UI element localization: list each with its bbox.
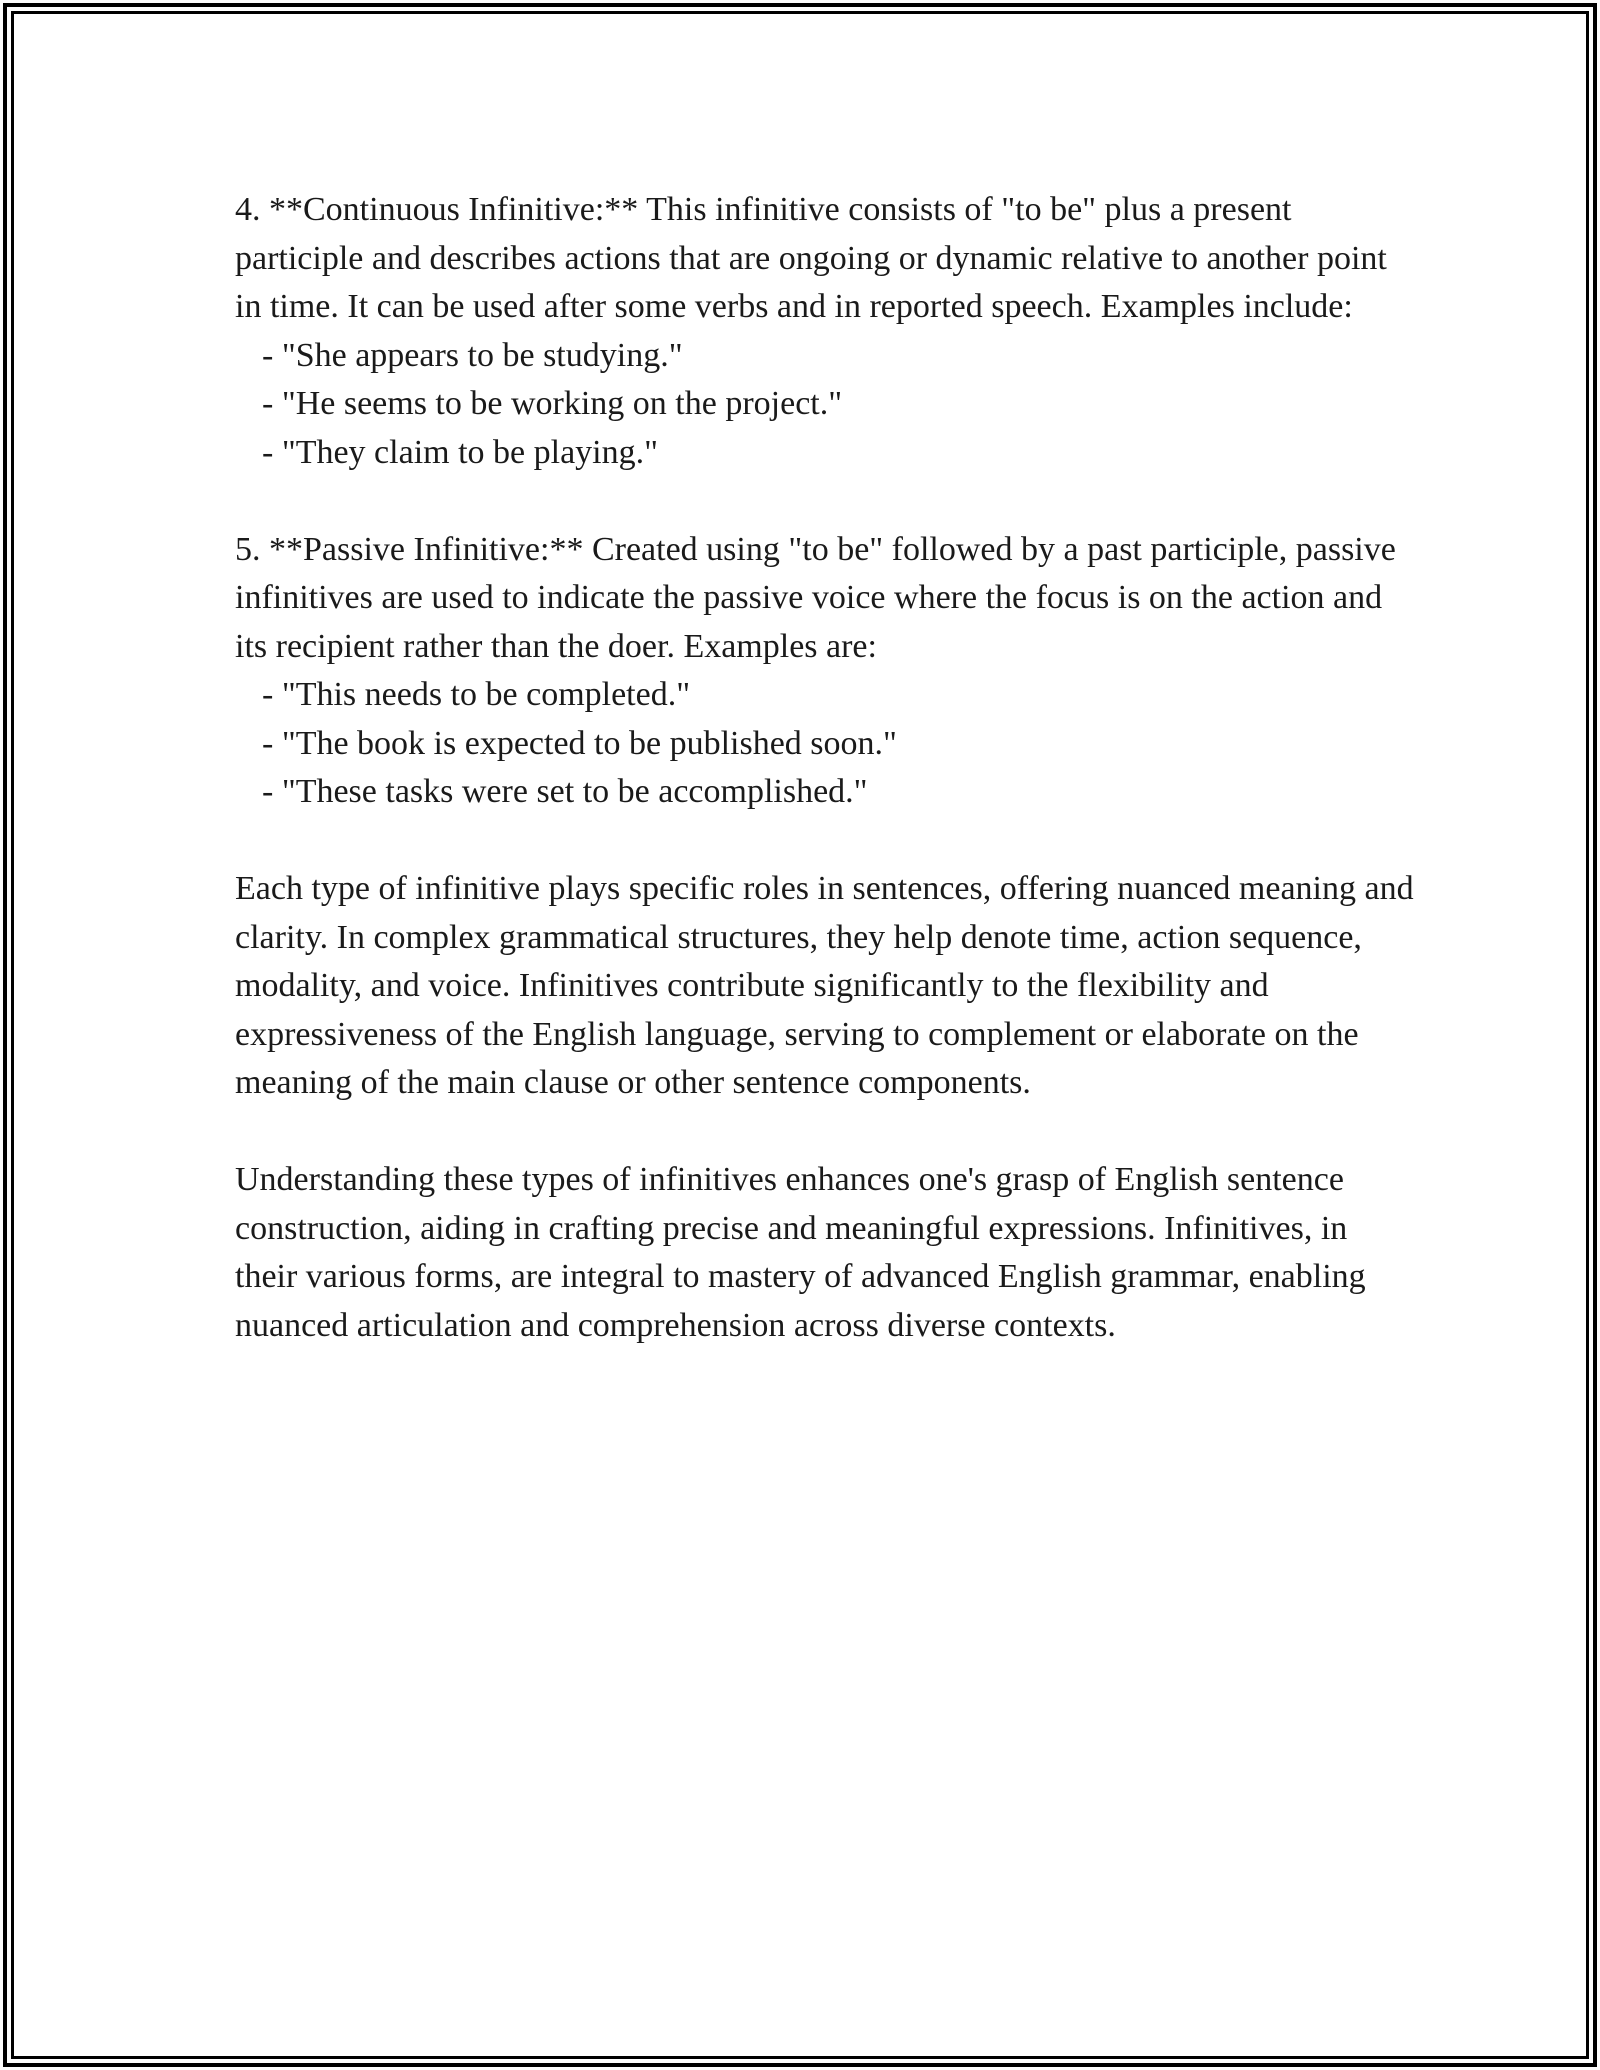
conclusion-paragraph: Understanding these types of infinitives enhances one's grasp of English sentence construction, aiding in crafting precise and meaningful expressions. Infinitives, in their various forms, are integral to mastery of advanced English grammar, enabling nuanced articulation and comprehension across diverse contexts. bbox=[235, 1161, 1366, 1344]
example-item: - "He seems to be working on the project." bbox=[262, 385, 843, 422]
summary-paragraph: Each type of infinitive plays specific roles in sentences, offering nuanced meaning and clarity. In complex grammatical structures, they help denote time, action sequence, modality, and voice. Infinitives contribute significantly to the flexibility and expressiveness of the English language, serving to complement or elaborate on the meaning of the main clause or other sentence components. bbox=[235, 870, 1414, 1101]
section-intro: 4. **Continuous Infinitive:** This infinitive consists of "to be" plus a present participle and describes actions that are ongoing or dynamic relative to another point in time. It can be used after some verbs and in reported speech. Examples include: bbox=[235, 191, 1387, 325]
section-intro: 5. **Passive Infinitive:** Created using "to be" followed by a past participle, passive infinitives are used to indicate the passive voice where the focus is on the action and its recipient rather than the doer. Examples are: bbox=[235, 530, 1396, 665]
example-item: - "They claim to be playing." bbox=[262, 433, 658, 471]
example-item: - "These tasks were set to be accomplished." bbox=[262, 773, 868, 810]
paragraph-spacer bbox=[235, 817, 1415, 866]
example-item: - "This needs to be completed." bbox=[262, 676, 691, 713]
paragraph-spacer bbox=[235, 1108, 1415, 1157]
document-body bbox=[235, 186, 1415, 1350]
paragraph-spacer bbox=[235, 477, 1415, 526]
section-continuous-infinitive bbox=[235, 186, 1415, 477]
example-item: - "She appears to be studying." bbox=[262, 336, 683, 374]
section-passive-infinitive bbox=[235, 526, 1415, 817]
example-item: - "The book is expected to be published soon." bbox=[262, 724, 897, 762]
